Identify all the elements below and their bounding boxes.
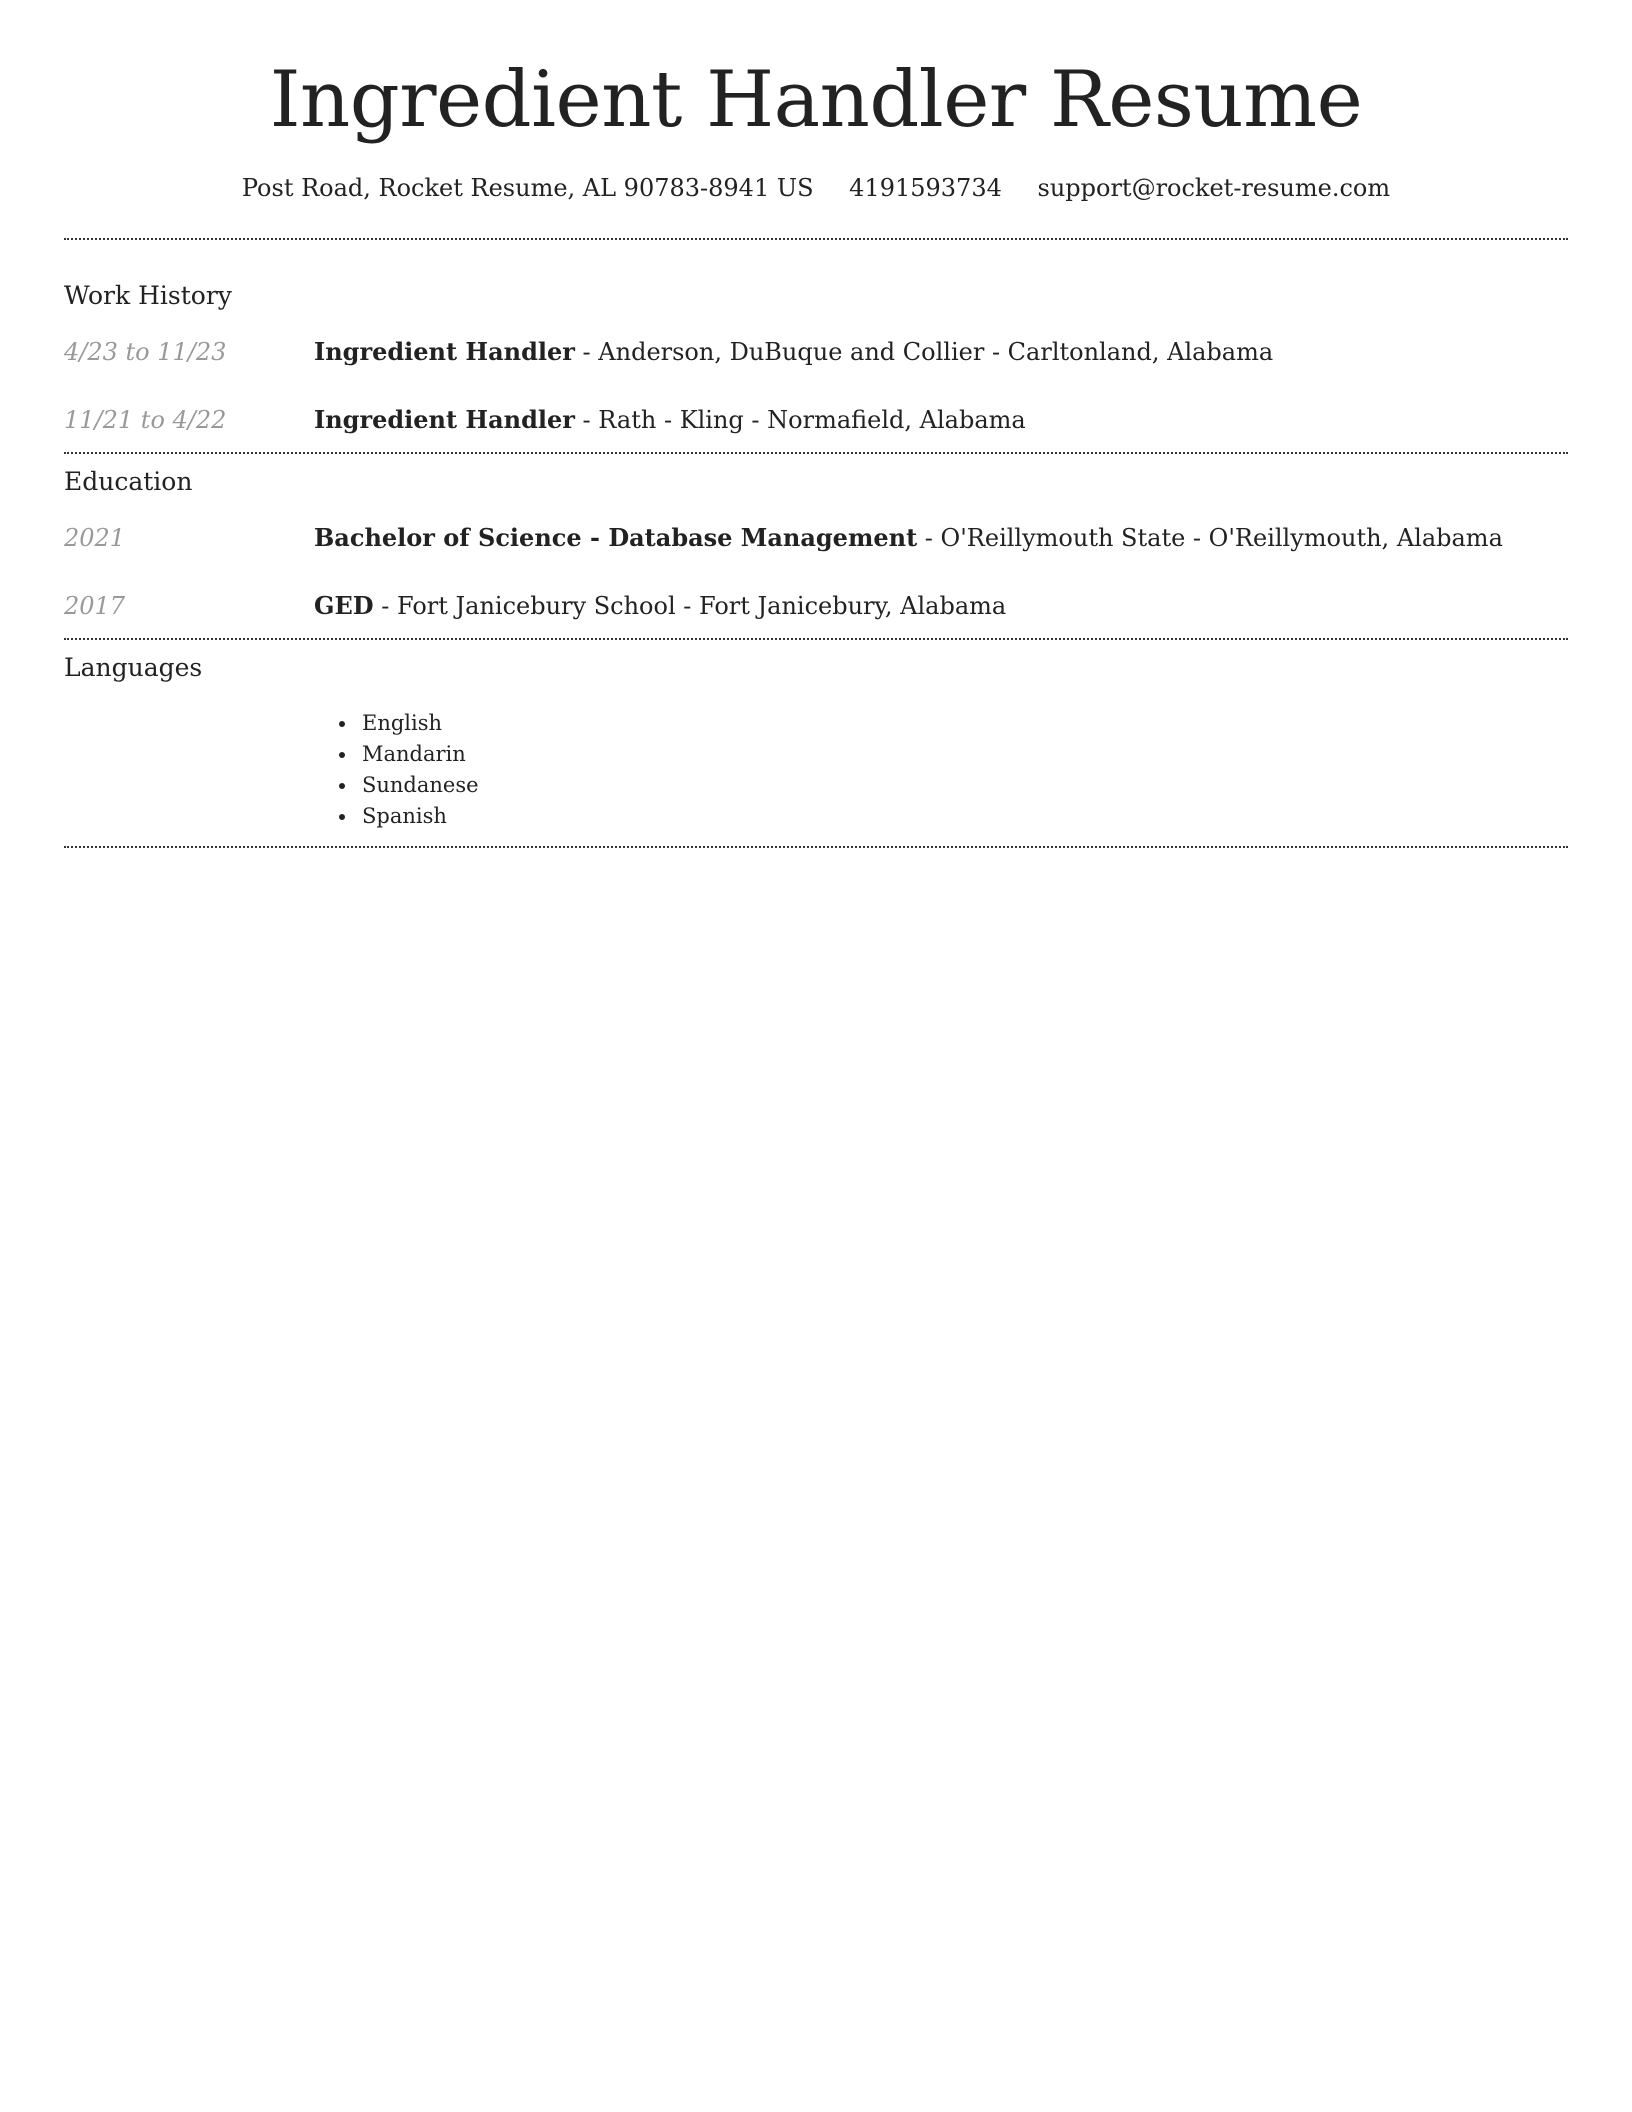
education-entry-details: - Fort Janicebury School - Fort Janicebury, Alabama xyxy=(373,592,1007,620)
resume-title: Ingredient Handler Resume xyxy=(269,55,1363,145)
work-entry-date: 4/23 to 11/23 xyxy=(64,338,227,366)
contact-line xyxy=(64,172,1568,204)
education-entry xyxy=(64,522,1568,554)
resume-header xyxy=(64,0,1568,204)
education-section xyxy=(64,466,1568,622)
education-entry-date: 2021 xyxy=(64,524,126,552)
education-entry-date: 2017 xyxy=(64,592,126,620)
work-entry-details: - Anderson, DuBuque and Collier - Carltonland, Alabama xyxy=(574,338,1274,366)
work-entry-details: - Rath - Kling - Normafield, Alabama xyxy=(574,406,1026,434)
education-entry xyxy=(64,590,1568,622)
work-entry-body xyxy=(314,336,1273,368)
education-entry-degree: Bachelor of Science - Database Management xyxy=(314,523,918,552)
section-divider xyxy=(64,846,1568,848)
language-item: • Spanish xyxy=(358,801,1568,832)
language-item: • English xyxy=(358,708,1568,739)
language-item: • Mandarin xyxy=(358,739,1568,770)
work-history-heading: Work History xyxy=(64,281,232,310)
work-entry-body xyxy=(314,404,1026,436)
work-entry xyxy=(64,404,1568,436)
education-entry-body xyxy=(314,590,1006,622)
section-divider xyxy=(64,452,1568,454)
languages-list xyxy=(64,708,1568,832)
contact-address: Post Road, Rocket Resume, AL 90783-8941 US xyxy=(241,174,814,202)
work-entry-role: Ingredient Handler xyxy=(314,337,575,366)
language-item: • Sundanese xyxy=(358,770,1568,801)
education-entry-body xyxy=(314,522,1503,554)
education-entry-degree: GED xyxy=(314,591,374,620)
contact-email: support@rocket-resume.com xyxy=(1037,174,1391,202)
education-entry-details: - O'Reillymouth State - O'Reillymouth, Alabama xyxy=(917,524,1503,552)
languages-heading: Languages xyxy=(64,653,203,682)
work-history-section xyxy=(64,280,1568,436)
section-divider xyxy=(64,238,1568,240)
work-entry-date: 11/21 to 4/22 xyxy=(64,406,227,434)
contact-phone: 4191593734 xyxy=(849,174,1002,202)
work-entry xyxy=(64,336,1568,368)
work-entry-role: Ingredient Handler xyxy=(314,405,575,434)
education-heading: Education xyxy=(64,467,193,496)
section-divider xyxy=(64,638,1568,640)
languages-section xyxy=(64,652,1568,832)
